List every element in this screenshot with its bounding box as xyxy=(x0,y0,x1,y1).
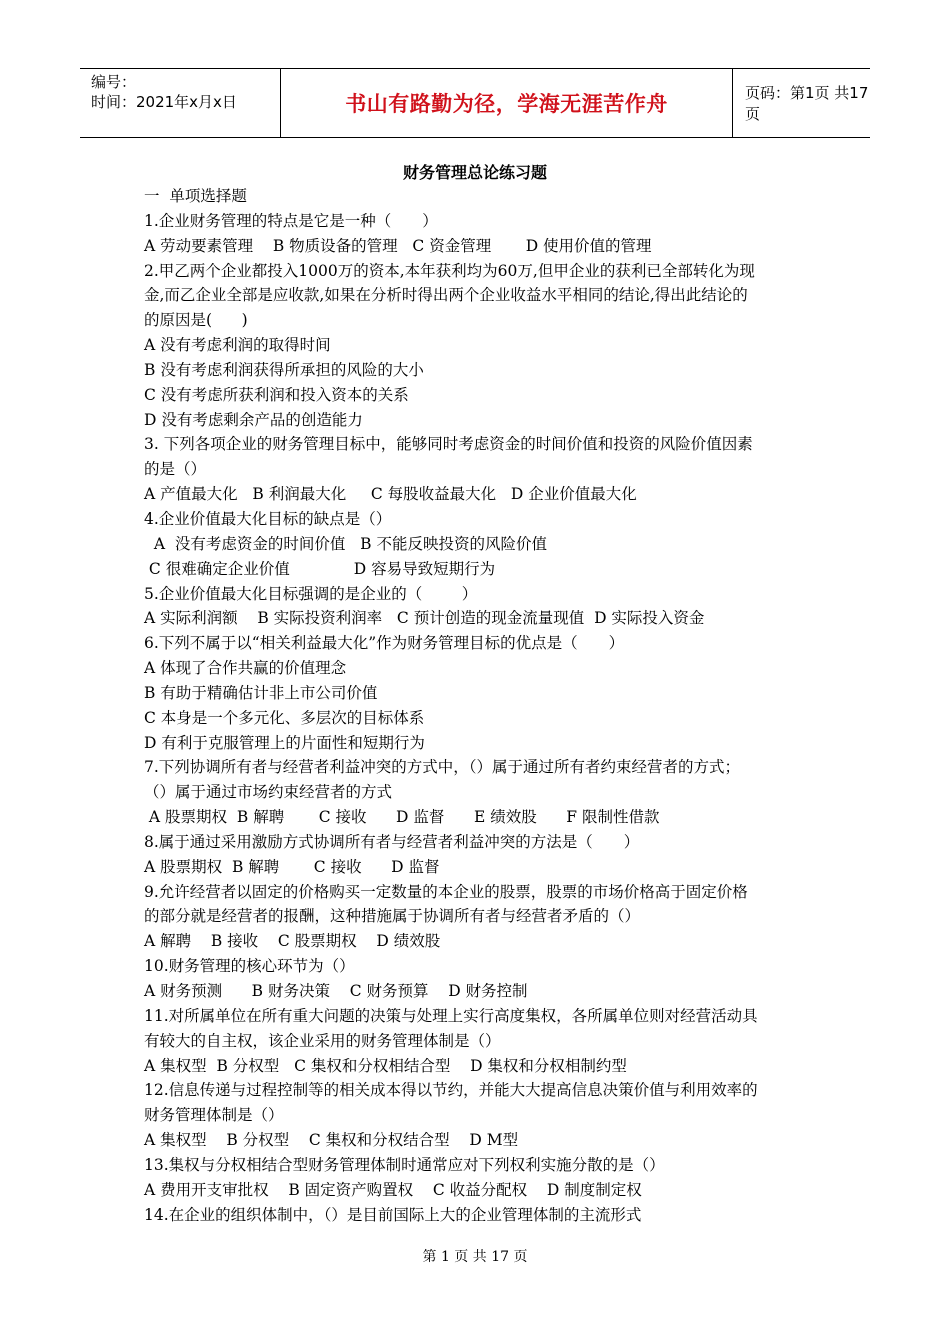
text-line: D 没有考虑剩余产品的创造能力 xyxy=(144,410,363,429)
text-line: A 股票期权 B 解聘 C 接收 D 监督 E 绩效股 F 限制性借款 xyxy=(144,808,660,827)
page-header xyxy=(80,68,870,138)
text-line: A 股票期权 B 解聘 C 接收 D 监督 xyxy=(144,857,440,876)
text-line: 5.企业价值最大化目标强调的是企业的（ ） xyxy=(144,584,478,603)
header-meta xyxy=(80,69,280,137)
time-label: 时间：2021年x月x日 xyxy=(91,93,237,111)
text-line: 9.允许经营者以固定的价格购买一定数量的本企业的股票，股票的市场价格高于固定价格 xyxy=(144,882,748,901)
page-footer: 第 1 页 共 17 页 xyxy=(422,1249,528,1265)
text-line: A 集权型 B 分权型 C 集权和分权结合型 D M型 xyxy=(144,1131,519,1150)
number-label: 编号： xyxy=(91,73,137,91)
text-line: A 财务预测 B 财务决策 C 财务预算 D 财务控制 xyxy=(144,982,528,1000)
text-line: 13.集权与分权相结合型财务管理体制时通常应对下列权利实施分散的是（） xyxy=(144,1155,665,1174)
text-line: A 体现了合作共赢的价值理念 xyxy=(144,659,347,678)
text-line: B 有助于精确估计非上市公司价值 xyxy=(144,683,378,702)
text-line: 14.在企业的组织体制中，（）是目前国际上大的企业管理体制的主流形式 xyxy=(144,1205,642,1224)
header-motto-cell xyxy=(280,69,733,137)
text-line: C 没有考虑所获利润和投入资本的关系 xyxy=(144,385,409,404)
text-line: 10.财务管理的核心环节为（） xyxy=(144,957,355,976)
text-line: D 有利于克服管理上的片面性和短期行为 xyxy=(144,733,425,752)
header-page-cell xyxy=(733,69,870,137)
text-line: 6.下列不属于以“相关利益最大化”作为财务管理目标的优点是（ ） xyxy=(144,634,625,653)
text-line: A 费用开支审批权 B 固定资产购置权 C 收益分配权 D 制度制定权 xyxy=(144,1180,642,1199)
text-line: B 没有考虑利润获得所承担的风险的大小 xyxy=(144,360,424,379)
text-line: 的是（） xyxy=(144,460,207,479)
document-title: 财务管理总论练习题 xyxy=(402,163,547,182)
text-line: 1.企业财务管理的特点是它是一种（ ） xyxy=(144,211,438,230)
text-line: A 集权型 B 分权型 C 集权和分权相结合型 D 集权和分权相制约型 xyxy=(144,1056,627,1075)
text-line: 3. 下列各项企业的财务管理目标中，能够同时考虑资金的时间价值和投资的风险价值因素 xyxy=(144,435,753,454)
text-line: 8.属于通过采用激励方式协调所有者与经营者利益冲突的方法是（ ） xyxy=(144,832,640,851)
text-line: A 实际利润额 B 实际投资利润率 C 预计创造的现金流量现值 D 实际投入资金 xyxy=(144,609,705,628)
motto: 书山有路勤为径，学海无涯苦作舟 xyxy=(345,92,668,116)
text-line: 的部分就是经营者的报酬，这种措施属于协调所有者与经营者矛盾的（） xyxy=(144,907,641,926)
text-line: 金,而乙企业全部是应收款,如果在分析时得出两个企业收益水平相同的结论,得出此结论的 xyxy=(144,286,748,305)
text-line: 一 单项选择题 xyxy=(144,187,247,205)
text-line: （）属于通过市场约束经营者的方式 xyxy=(144,783,393,802)
text-line: A 劳动要素管理 B 物质设备的管理 C 资金管理 D 使用价值的管理 xyxy=(144,236,652,255)
text-line: A 产值最大化 B 利润最大化 C 每股收益最大化 D 企业价值最大化 xyxy=(144,485,637,504)
text-line: C 本身是一个多元化、多层次的目标体系 xyxy=(144,708,425,727)
document-body xyxy=(144,184,816,1227)
text-line: 有较大的自主权，该企业采用的财务管理体制是（） xyxy=(144,1031,501,1050)
text-line: 2.甲乙两个企业都投入1000万的资本,本年获利均为60万,但甲企业的获利已全部转化为现 xyxy=(144,261,755,280)
text-line: 7.下列协调所有者与经营者利益冲突的方式中，（）属于通过所有者约束经营者的方式； xyxy=(144,758,741,777)
text-line: C 很难确定企业价值 D 容易导致短期行为 xyxy=(144,559,496,578)
text-line: 4.企业价值最大化目标的缺点是（） xyxy=(144,509,392,528)
text-line: 12.信息传递与过程控制等的相关成本得以节约，并能大大提高信息决策价值与利用效率的 xyxy=(144,1081,758,1100)
page-info: 页码：第1页 共17页 xyxy=(745,84,869,123)
text-line: 的原因是( ) xyxy=(144,311,248,330)
text-line: A 解聘 B 接收 C 股票期权 D 绩效股 xyxy=(144,932,441,951)
text-line: 11.对所属单位在所有重大问题的决策与处理上实行高度集权，各所属单位则对经营活动具 xyxy=(144,1006,758,1025)
text-line: A 没有考虑利润的取得时间 xyxy=(144,336,331,355)
text-line: 财务管理体制是（） xyxy=(144,1106,284,1125)
text-line: A 没有考虑资金的时间价值 B 不能反映投资的风险价值 xyxy=(144,534,548,553)
